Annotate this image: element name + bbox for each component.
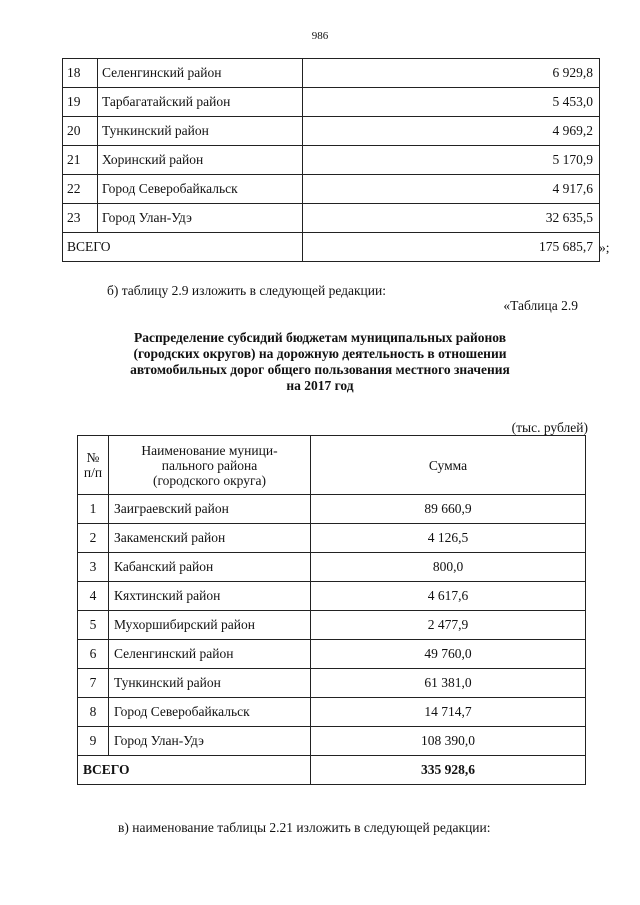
total-label: ВСЕГО [63, 233, 303, 262]
header-text: пального района [161, 457, 258, 473]
table-row [63, 117, 600, 146]
table-row [78, 553, 586, 582]
row-name: Мухоршибирский район [109, 611, 311, 640]
table-row [63, 146, 600, 175]
header-name [109, 436, 311, 495]
row-number: 4 [78, 582, 109, 611]
header-sum: Сумма [311, 436, 586, 495]
table-row [63, 175, 600, 204]
header-number [78, 436, 109, 495]
table-row [78, 640, 586, 669]
table-caption: «Таблица 2.9 [503, 298, 578, 313]
row-name: Кяхтинский район [109, 582, 311, 611]
row-value: 14 714,7 [311, 698, 586, 727]
row-number: 5 [78, 611, 109, 640]
title-line: Распределение субсидий бюджетам муниципальных районов [133, 330, 507, 345]
row-number: 6 [78, 640, 109, 669]
row-value: 61 381,0 [311, 669, 586, 698]
table-total-row [63, 233, 600, 262]
row-name: Кабанский район [109, 553, 311, 582]
quote-close: »; [599, 240, 610, 255]
paragraph-b: б) таблицу 2.9 изложить в следующей редакции: [107, 283, 386, 298]
subsidy-table [77, 435, 586, 785]
table-continuation [62, 58, 600, 262]
table-header-row [78, 436, 586, 495]
row-value: 32 635,5 [303, 204, 600, 233]
row-number: 1 [78, 495, 109, 524]
row-name: Тарбагатайский район [98, 88, 303, 117]
row-name: Город Улан-Удэ [98, 204, 303, 233]
row-name: Тункинский район [98, 117, 303, 146]
row-name: Тункинский район [109, 669, 311, 698]
row-number: 18 [63, 59, 98, 88]
row-number: 22 [63, 175, 98, 204]
table-row [78, 698, 586, 727]
row-value: 800,0 [311, 553, 586, 582]
table-total-row [78, 756, 586, 785]
row-number: 20 [63, 117, 98, 146]
row-name: Город Северобайкальск [109, 698, 311, 727]
row-value: 5 170,9 [303, 146, 600, 175]
row-name: Город Северобайкальск [98, 175, 303, 204]
table-row [78, 524, 586, 553]
header-text: (городского округа) [152, 472, 267, 488]
row-name: Хоринский район [98, 146, 303, 175]
title-line: (городских округов) на дорожную деятельность в отношении [133, 346, 507, 361]
row-value: 49 760,0 [311, 640, 586, 669]
row-value: 4 969,2 [303, 117, 600, 146]
page-number: 986 [311, 30, 329, 42]
row-name: Селенгинский район [109, 640, 311, 669]
row-number: 2 [78, 524, 109, 553]
row-number: 9 [78, 727, 109, 756]
row-number: 7 [78, 669, 109, 698]
table-row [63, 88, 600, 117]
row-name: Заиграевский район [109, 495, 311, 524]
row-name: Селенгинский район [98, 59, 303, 88]
table-row [78, 495, 586, 524]
title-line: автомобильных дорог общего пользования местного значения [130, 362, 510, 377]
table-row [78, 582, 586, 611]
units-label: (тыс. рублей) [511, 420, 588, 435]
row-number: 19 [63, 88, 98, 117]
row-value: 2 477,9 [311, 611, 586, 640]
table-title [0, 330, 640, 394]
row-value: 6 929,8 [303, 59, 600, 88]
row-value: 4 617,6 [311, 582, 586, 611]
header-text: № [86, 450, 100, 465]
row-value: 4 126,5 [311, 524, 586, 553]
table-row [63, 59, 600, 88]
title-line: на 2017 год [286, 378, 354, 393]
total-value: 335 928,6 [311, 756, 586, 785]
table-row [78, 669, 586, 698]
row-value: 108 390,0 [311, 727, 586, 756]
row-number: 21 [63, 146, 98, 175]
row-name: Город Улан-Удэ [109, 727, 311, 756]
table-row [78, 611, 586, 640]
table-row [78, 727, 586, 756]
total-label: ВСЕГО [78, 756, 311, 785]
row-value: 5 453,0 [303, 88, 600, 117]
row-number: 8 [78, 698, 109, 727]
row-name: Закаменский район [109, 524, 311, 553]
row-number: 3 [78, 553, 109, 582]
row-value: 4 917,6 [303, 175, 600, 204]
row-number: 23 [63, 204, 98, 233]
total-value: 175 685,7 [303, 233, 600, 262]
header-text: Наименование муници- [141, 442, 278, 458]
row-value: 89 660,9 [311, 495, 586, 524]
header-text: п/п [83, 465, 103, 480]
table-row [63, 204, 600, 233]
paragraph-c: в) наименование таблицы 2.21 изложить в следующей редакции: [118, 820, 491, 835]
